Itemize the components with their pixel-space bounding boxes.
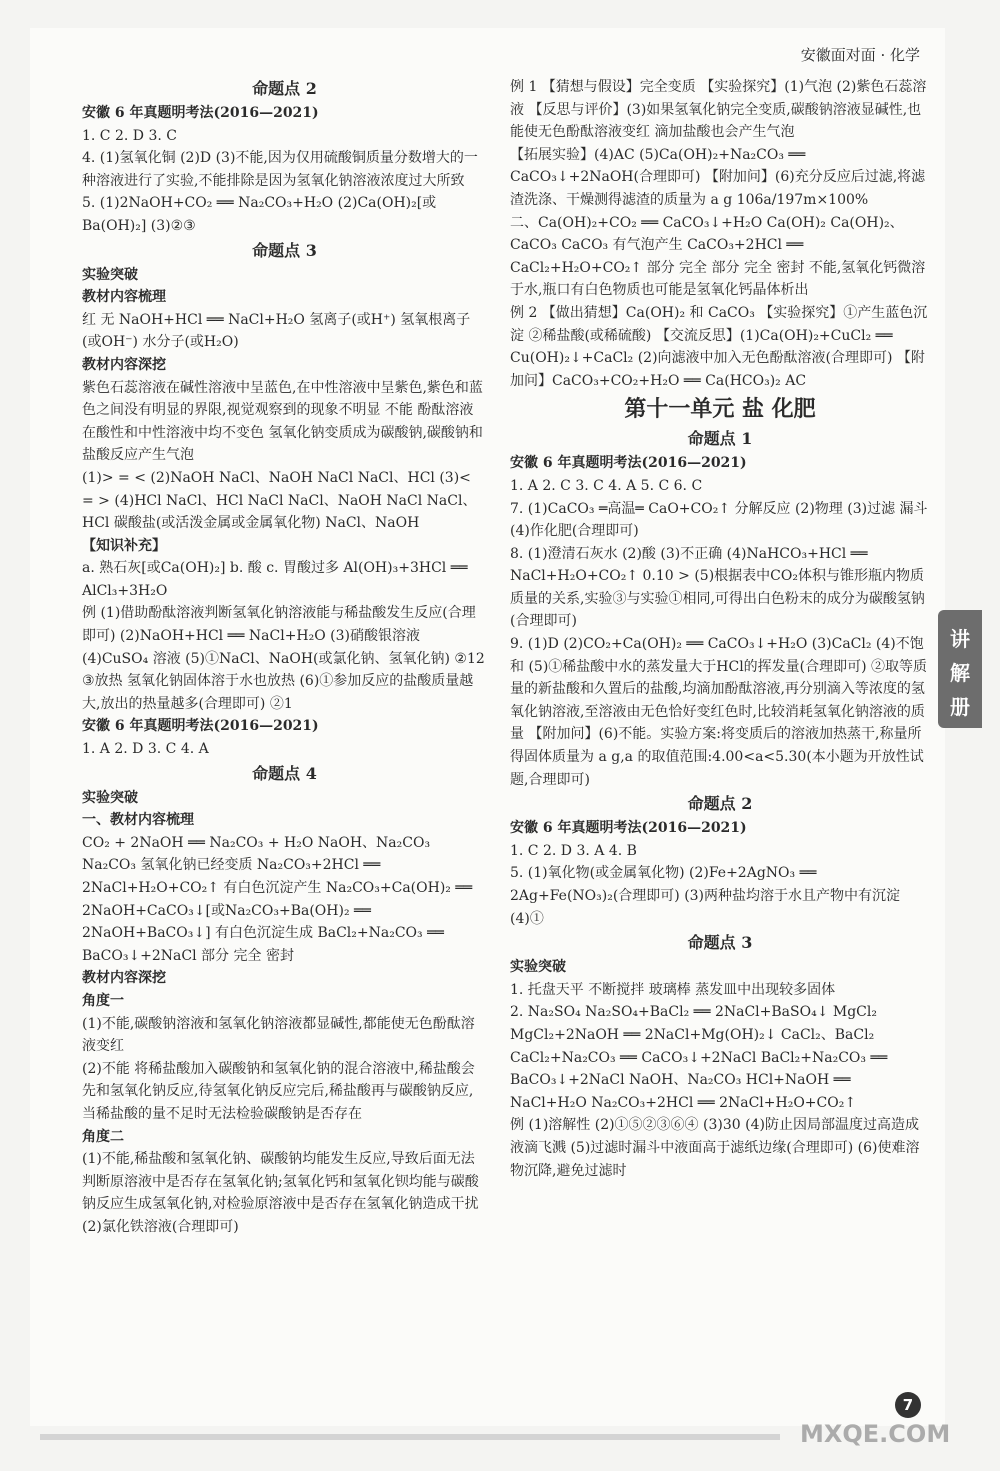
watermark: MXQE.COM: [800, 1420, 951, 1448]
left-column: [82, 76, 487, 1239]
section-heading: 命题点 4: [252, 763, 317, 783]
subheading: 安徽 6 年真题明考法(2016—2021): [510, 455, 747, 472]
subheading: 安徽 6 年真题明考法(2016—2021): [510, 820, 747, 837]
answer-text: 二、Ca(OH)₂+CO₂ ══ CaCO₃↓+H₂O Ca(OH)₂ Ca(OH)₂、CaCO₃ CaCO₃ 有气泡产生 CaCO₃+2HCl ══ CaCl₂+H₂O+CO₂↑ 部分 完全 部分 完全 密封 不能,氢氧化钙微溶于水,瓶口有白色物质也可能是氢氧化钙晶体析出: [510, 214, 926, 299]
subheading: 角度二: [82, 1128, 124, 1145]
answer-text: 例 2 【做出猜想】Ca(OH)₂ 和 CaCO₃ 【实验探究】①产生蓝色沉淀 ②稀盐酸(或稀硫酸) 【交流反思】(1)Ca(OH)₂+CuCl₂ ══ Cu(OH)₂↓+CaCl₂ (2)向滤液中加入无色酚酞溶液(合理即可) 【附加问】CaCO₃+CO₂+H₂O ══ Ca(HCO₃)₂ AC: [510, 304, 928, 389]
subheading: 实验突破: [82, 789, 138, 806]
answer-text: (2)氯化铁溶液(合理即可): [82, 1218, 239, 1235]
answer-text: 2. Na₂SO₄ Na₂SO₄+BaCl₂ ══ 2NaCl+BaSO₄↓ MgCl₂ MgCl₂+2NaOH ══ 2NaCl+Mg(OH)₂↓ CaCl₂、BaCl₂ CaCl₂+Na₂CO₃ ══ CaCO₃↓+2NaCl BaCl₂+Na₂CO₃ ══ BaCO₃↓+2NaCl NaOH、Na₂CO₃ HCl+NaOH ══ NaCl+H₂O Na₂CO₃+2HCl ══ 2NaCl+H₂O+CO₂↑: [510, 1004, 888, 1111]
answer-text: 7. (1)CaCO₃ ═高温═ CaO+CO₂↑ 分解反应 (2)物理 (3)过滤 漏斗 (4)作化肥(合理即可): [510, 500, 928, 540]
footer-divider: [40, 1434, 780, 1440]
answer-text: 5. (1)氧化物(或金属氧化物) (2)Fe+2AgNO₃ ══ 2Ag+Fe(NO₃)₂(合理即可) (3)两种盐均溶于水且产物中有沉淀 (4)①: [510, 865, 901, 927]
answer-text: 1. A 2. C 3. C 4. A 5. C 6. C: [510, 477, 703, 494]
subheading: 实验突破: [510, 959, 566, 976]
subheading: 教材内容梳理: [82, 289, 166, 306]
answer-text: 红 无 NaOH+HCl ══ NaCl+H₂O 氢离子(或H⁺) 氢氧根离子(或OH⁻) 水分子(或H₂O): [82, 311, 471, 351]
section-heading: 命题点 2: [687, 794, 753, 814]
answer-text: CO₂ + 2NaOH ══ Na₂CO₃ + H₂O NaOH、Na₂CO₃ Na₂CO₃ 氢氧化钠已经变质 Na₂CO₃+2HCl ══ 2NaCl+H₂O+CO₂↑ 有白色沉淀产生 Na₂CO₃+Ca(OH)₂ ══ 2NaOH+CaCO₃↓[或Na₂CO₃+Ba(OH)₂ ══ 2NaOH+BaCO₃↓] 有白色沉淀生成 BaCl₂+Na₂CO₃ ══ BaCO₃↓+2NaCl 部分 完全 密封: [82, 834, 473, 964]
answer-text: 8. (1)澄清石灰水 (2)酸 (3)不正确 (4)NaHCO₃+HCl ══ NaCl+H₂O+CO₂↑ 0.10 > (5)根据表中CO₂体积与锥形瓶内物质质量的关系,实验③与实验①相同,可得出白色粉末的成分为碳酸氢钠(合理即可): [510, 545, 925, 630]
answer-text: (2)不能 将稀盐酸加入碳酸钠和氢氧化钠的混合溶液中,稀盐酸会先和氢氧化钠反应,待氢氧化钠反应完后,稀盐酸再与碳酸钠反应,当稀盐酸的量不足时无法检验碳酸钠是否存在: [82, 1060, 475, 1122]
answer-text: 1. A 2. D 3. C 4. A: [82, 741, 209, 758]
section-heading: 命题点 3: [687, 933, 753, 953]
answer-text: (1)不能,稀盐酸和氢氧化钠、碳酸钠均能发生反应,导致后面无法判断原溶液中是否存在氢氧化钠;氢氧化钙和氢氧化钡均能与碳酸钠反应生成氢氧化钠,对检验原溶液中是否存在氢氧化钠造成干扰: [82, 1151, 479, 1213]
answer-text: 1. C 2. D 3. A 4. B: [510, 842, 637, 859]
subheading: 教材内容深挖: [82, 970, 166, 987]
section-heading: 命题点 3: [252, 240, 317, 260]
tab-char: 讲: [950, 627, 970, 651]
answer-text: 【拓展实验】(4)AC (5)Ca(OH)₂+Na₂CO₃ ══ CaCO₃↓+2NaOH(合理即可) 【附加问】(6)充分反应后过滤,将滤渣洗涤、干燥测得滤渣的质量为 a g 106a/197m×100%: [510, 146, 926, 208]
answer-text: 紫色石蕊溶液在碱性溶液中呈蓝色,在中性溶液中呈紫色,紫色和蓝色之间没有明显的界限,视觉观察到的现象不明显 不能 酚酞溶液在酸性和中性溶液中均不变色 氢氧化钠变质成为碳酸钠,碳酸钠和盐酸反应产生气泡: [82, 379, 483, 464]
section-heading: 命题点 1: [687, 429, 753, 449]
unit-title: 第十一单元 盐 化肥: [624, 396, 816, 423]
section-heading: 命题点 2: [252, 79, 317, 98]
subheading: 【知识补充】: [82, 537, 166, 554]
answer-text: 1. C 2. D 3. C: [82, 127, 177, 144]
tab-char: 解: [950, 661, 970, 685]
page-header: 安徽面对面 · 化学: [800, 46, 920, 64]
right-column: [510, 76, 930, 1182]
subheading: 安徽 6 年真题明考法(2016—2021): [82, 718, 319, 735]
subheading: 教材内容深挖: [82, 356, 166, 373]
answer-text: 1. 托盘天平 不断搅拌 玻璃棒 蒸发皿中出现较多固体: [510, 981, 836, 998]
answer-text: 例 (1)溶解性 (2)①⑤②③⑥④ (3)30 (4)防止因局部温度过高造成液滴飞溅 (5)过滤时漏斗中液面高于滤纸边缘(合理即可) (6)使难溶物沉降,避免过滤时: [510, 1117, 920, 1179]
page-number: 7: [895, 1392, 921, 1418]
answer-text: 例 1 【猜想与假设】完全变质 【实验探究】(1)气泡 (2)紫色石蕊溶液 【反思与评价】(3)如果氢氧化钠完全变质,碳酸钠溶液显碱性,也能使无色酚酞溶液变红 滴加盐酸也会产生气泡: [510, 79, 927, 141]
answer-text: (1)> = < (2)NaOH NaCl、NaOH NaCl NaCl、HCl (3)< = > (4)HCl NaCl、HCl NaCl NaCl、NaOH NaCl NaCl、HCl 碳酸盐(或活泼金属或金属氧化物) NaCl、NaOH: [82, 469, 477, 532]
tab-char: 册: [950, 695, 970, 719]
answer-text: 例 (1)借助酚酞溶液判断氢氧化钠溶液能与稀盐酸发生反应(合理即可) (2)NaOH+HCl ══ NaCl+H₂O (3)硝酸银溶液 (4)CuSO₄ 溶液 (5)①NaCl、NaOH(或氯化钠、氢氧化钠) ②12 ③放热 氢氧化钠固体溶于水也放热 (6)①参加反应的盐酸质量越大,放出的热量越多(合理即可) ②1: [82, 605, 485, 712]
section-tab[interactable]: [938, 610, 982, 728]
subheading: 角度一: [82, 992, 124, 1009]
answer-text: 4. (1)氢氧化铜 (2)D (3)不能,因为仅用硫酸铜质量分数增大的一种溶液进行了实验,不能排除是因为氢氧化钠溶液浓度过大所致: [82, 150, 478, 189]
answer-text: 9. (1)D (2)CO₂+Ca(OH)₂ ══ CaCO₃↓+H₂O (3)CaCl₂ (4)不饱和 (5)①稀盐酸中水的蒸发量大于HCl的挥发量(合理即可) ②取等质量的新盐酸和久置后的盐酸,均滴加酚酞溶液,再分别滴入等浓度的氢氧化钠溶液,至溶液由无色恰好变红色时,比较消耗氢氧化钠溶液的质量 【附加问】(6)不能。实验方案:将变质后的溶液加热蒸干,称量所得固体质量为 a g,a 的取值范围:4.00<a<5.30(本小题为开放性试题,合理即可): [510, 636, 928, 788]
answer-text: a. 熟石灰[或Ca(OH)₂] b. 酸 c. 胃酸过多 Al(OH)₃+3HCl ══ AlCl₃+3H₂O: [82, 560, 468, 599]
answer-text: 5. (1)2NaOH+CO₂ ══ Na₂CO₃+H₂O (2)Ca(OH)₂[或Ba(OH)₂] (3)②③: [82, 195, 437, 234]
subheading: 安徽 6 年真题明考法(2016—2021): [82, 105, 319, 121]
answer-text: (1)不能,碳酸钠溶液和氢氧化钠溶液都显碱性,都能使无色酚酞溶液变红: [82, 1015, 475, 1055]
subheading: 一、教材内容梳理: [82, 812, 194, 829]
subheading: 实验突破: [82, 266, 138, 283]
